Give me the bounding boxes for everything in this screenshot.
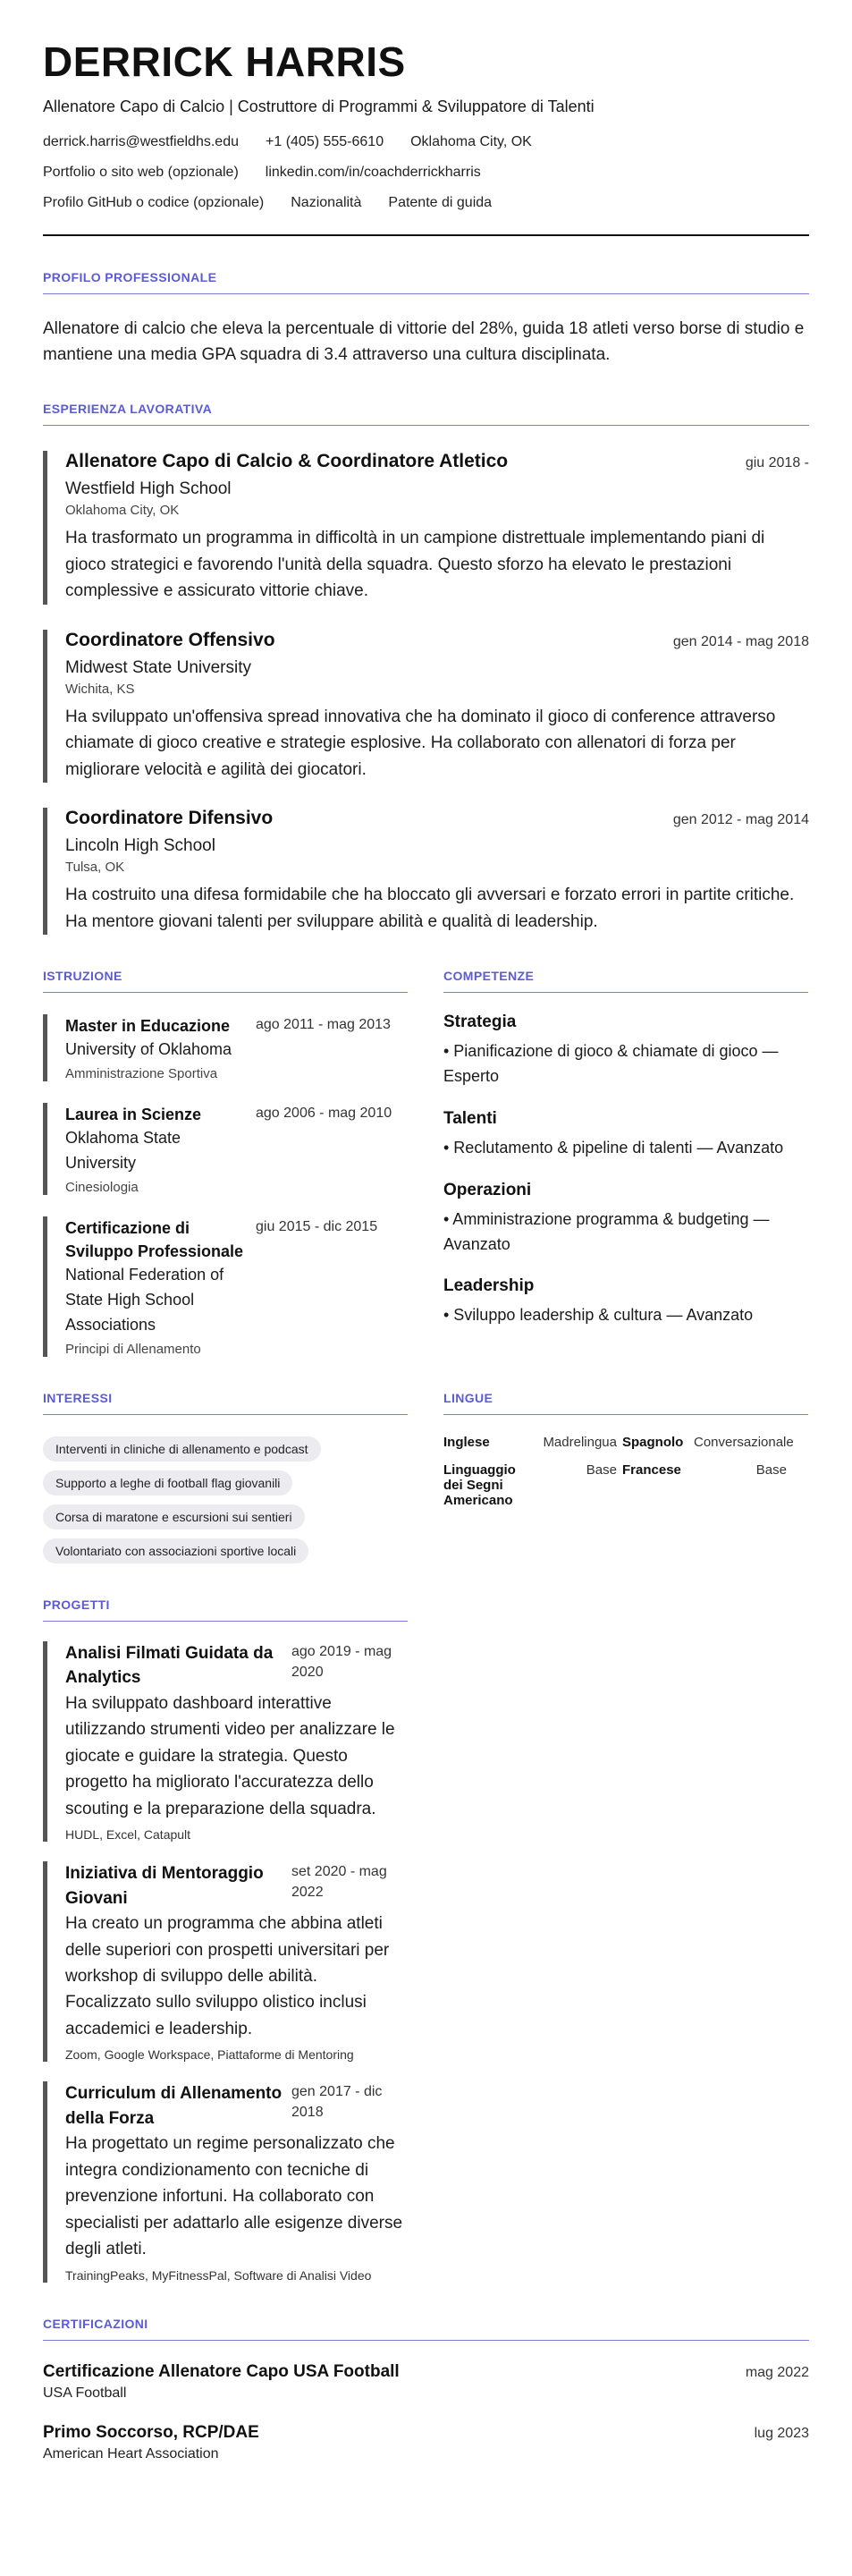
- project-description: Ha creato un programma che abbina atleti delle superiori con prospetti universitari per workshop di sviluppo delle abilità. Focalizzato sullo sviluppo olistico inclusi accademici e leadership.: [65, 1914, 390, 2038]
- education-dates: ago 2006 - mag 2010: [256, 1105, 392, 1121]
- skill-item: • Reclutamento & pipeline di talenti — Avanzato: [443, 1138, 784, 1157]
- project-tools: TrainingPeaks, MyFitnessPal, Software di Analisi Video: [65, 2267, 372, 2283]
- education-field: Principi di Allenamento: [65, 1341, 201, 1357]
- projects-column: [43, 1563, 408, 2283]
- project-tools: Zoom, Google Workspace, Piattaforme di Mentoring: [65, 2047, 354, 2063]
- skill-item: • Amministrazione programma & budgeting — Avanzato: [443, 1209, 770, 1253]
- experience-org: Westfield High School: [65, 479, 232, 499]
- project-entry: [43, 2081, 408, 2282]
- education-entry: [43, 1216, 408, 1357]
- skill-group-title: Strategia: [443, 1012, 517, 1031]
- education-org: Oklahoma State University: [65, 1129, 181, 1172]
- certification-name: Primo Soccorso, RCP/DAE: [43, 2422, 259, 2442]
- skill-group-title: Talenti: [443, 1108, 497, 1128]
- contact-email[interactable]: derrick.harris@westfieldhs.edu: [43, 133, 239, 149]
- experience-org: Lincoln High School: [65, 836, 215, 856]
- section-title-summary: PROFILO PROFESSIONALE: [43, 270, 809, 294]
- summary-text: Allenatore di calcio che eleva la percentuale di vittorie del 28%, guida 18 atleti verso borse di studio e mantiene una media GPA squadra di 3.4 attraverso una cultura disciplinata.: [43, 318, 805, 365]
- experience-description: Ha sviluppato un'offensiva spread innovativa che ha dominato il gioco di conference attraverso chiamate di gioco creative e strategie esplosive. Ha collaborato con allenatori di forza per migliorare velocità e agilità dei giocatori.: [65, 707, 776, 779]
- header-divider: [43, 234, 809, 236]
- contact-location: Oklahoma City, OK: [410, 133, 532, 149]
- experience-description: Ha costruito una difesa formidabile che ha bloccato gli avversari e forzato errori in partite critiche. Ha mentore giovani talenti per sviluppare abilità e qualità di leadership.: [65, 886, 795, 931]
- project-name: Iniziativa di Mentoraggio Giovani: [65, 1863, 264, 1908]
- project-dates: gen 2017 - dic 2018: [291, 2084, 383, 2121]
- experience-role: Coordinatore Offensivo: [65, 629, 275, 650]
- certification-org: USA Football: [43, 2385, 127, 2401]
- candidate-name: DERRICK HARRIS: [43, 38, 406, 85]
- experience-location: Oklahoma City, OK: [65, 503, 180, 519]
- certification-entry: [43, 2423, 809, 2462]
- project-description: Ha sviluppato dashboard interattive utilizzando strumenti video per analizzare le giocate e guidare la strategia. Questo progetto ha migliorato l'accuratezza dello scouting e la preparazione della squadra.: [65, 1693, 395, 1818]
- education-entry: [43, 1014, 408, 1081]
- language-name: Linguaggio dei Segni Americano: [443, 1462, 516, 1508]
- contact-linkedin[interactable]: linkedin.com/in/coachderrickharris: [265, 164, 481, 180]
- interest-chip: Supporto a leghe di football flag giovanili: [43, 1470, 292, 1496]
- interest-chip: Interventi in cliniche di allenamento e podcast: [43, 1436, 321, 1462]
- experience-dates: giu 2018 -: [745, 455, 809, 471]
- experience-location: Wichita, KS: [65, 681, 135, 697]
- project-entry: [43, 1861, 408, 2062]
- language-grid: [443, 1435, 808, 1508]
- skill-group: [443, 1181, 808, 1258]
- skill-group: [443, 1276, 808, 1328]
- contact-portfolio[interactable]: Portfolio o sito web (opzionale): [43, 164, 239, 180]
- language-name: Spagnolo: [622, 1434, 684, 1450]
- project-dates: set 2020 - mag 2022: [291, 1863, 387, 1901]
- education-entry: [43, 1103, 408, 1195]
- skill-item: • Pianificazione di gioco & chiamate di gioco — Esperto: [443, 1041, 779, 1085]
- project-name: Curriculum di Allenamento della Forza: [65, 2084, 283, 2128]
- section-title-skills: COMPETENZE: [443, 969, 808, 993]
- project-tools: HUDL, Excel, Catapult: [65, 1826, 191, 1842]
- projects-row: [43, 1563, 809, 2283]
- experience-location: Tulsa, OK: [65, 860, 125, 876]
- education-degree: Laurea in Scienze: [65, 1105, 202, 1123]
- interest-chips: [43, 1428, 408, 1563]
- experience-entry: [43, 630, 809, 783]
- education-degree: Certificazione di Sviluppo Professionale: [65, 1218, 244, 1260]
- contact-row-3: [43, 195, 809, 211]
- education-skills-row: [43, 935, 809, 1357]
- certification-org: American Heart Association: [43, 2445, 219, 2462]
- education-org: University of Oklahoma: [65, 1040, 232, 1059]
- skill-group: [443, 1013, 808, 1089]
- project-name: Analisi Filmati Guidata da Analytics: [65, 1643, 274, 1688]
- skill-group-title: Leadership: [443, 1276, 535, 1296]
- section-title-certifications: CERTIFICAZIONI: [43, 2317, 809, 2341]
- language-name: Inglese: [443, 1434, 490, 1450]
- section-title-languages: LINGUE: [443, 1391, 808, 1415]
- language-name: Francese: [622, 1462, 681, 1478]
- contact-github[interactable]: Profilo GitHub o codice (opzionale): [43, 194, 265, 210]
- certification-entry: [43, 2362, 809, 2402]
- contact-row-2: [43, 165, 809, 181]
- skill-group-title: Operazioni: [443, 1180, 532, 1199]
- project-description: Ha progettato un regime personalizzato che integra condizionamento con tecniche di prevenzione infortuni. Ha collaborato con specialisti per adattarlo alle esigenze diverse degli atleti.: [65, 2134, 403, 2259]
- education-dates: giu 2015 - dic 2015: [256, 1218, 378, 1234]
- language-level: Madrelingua: [543, 1434, 617, 1450]
- section-title-interests: INTERESSI: [43, 1391, 408, 1415]
- experience-org: Midwest State University: [65, 657, 252, 677]
- education-field: Amministrazione Sportiva: [65, 1065, 218, 1081]
- language-level: Base: [586, 1462, 617, 1478]
- skill-item: • Sviluppo leadership & cultura — Avanzato: [443, 1306, 754, 1325]
- experience-entry: [43, 808, 809, 935]
- experience-role: Allenatore Capo di Calcio & Coordinatore Atletico: [65, 451, 509, 472]
- contact-row-1: [43, 134, 809, 150]
- contact-nationality: Nazionalità: [291, 194, 362, 210]
- education-degree: Master in Educazione: [65, 1016, 231, 1035]
- education-field: Cinesiologia: [65, 1179, 139, 1195]
- education-org: National Federation of State High School Associations: [65, 1266, 224, 1334]
- interests-column: [43, 1357, 408, 1563]
- interest-chip: Volontariato con associazioni sportive locali: [43, 1538, 308, 1563]
- language-level: Conversazionale: [694, 1434, 794, 1450]
- candidate-tagline: Allenatore Capo di Calcio | Costruttore di Programmi & Sviluppatore di Talenti: [43, 97, 595, 115]
- experience-description: Ha trasformato un programma in difficoltà in un campione distrettuale implementando piani di gioco strategici e favorendo l'unità della squadra. Questo sforzo ha elevato le prestazioni complessive e assicurato vittorie chiave.: [65, 529, 765, 601]
- project-entry: [43, 1641, 408, 1842]
- education-column: [43, 935, 408, 1357]
- education-dates: ago 2011 - mag 2013: [256, 1016, 391, 1032]
- interests-languages-row: [43, 1357, 809, 1563]
- section-title-education: ISTRUZIONE: [43, 969, 408, 993]
- skill-group: [443, 1109, 808, 1161]
- contact-license: Patente di guida: [388, 194, 493, 210]
- experience-dates: gen 2012 - mag 2014: [672, 812, 809, 828]
- certification-date: lug 2023: [754, 2425, 809, 2441]
- interest-chip: Corsa di maratone e escursioni sui sentieri: [43, 1504, 305, 1530]
- resume-header: [43, 39, 809, 236]
- skills-column: [443, 935, 808, 1357]
- certification-name: Certificazione Allenatore Capo USA Football: [43, 2361, 400, 2381]
- language-level: Base: [755, 1462, 787, 1478]
- section-title-experience: ESPERIENZA LAVORATIVA: [43, 402, 809, 426]
- certification-date: mag 2022: [745, 2364, 809, 2380]
- section-title-projects: PROGETTI: [43, 1597, 408, 1622]
- contact-phone[interactable]: +1 (405) 555-6610: [266, 133, 384, 149]
- project-dates: ago 2019 - mag 2020: [291, 1643, 392, 1680]
- experience-entry: [43, 451, 809, 604]
- experience-dates: gen 2014 - mag 2018: [672, 633, 809, 649]
- experience-role: Coordinatore Difensivo: [65, 808, 274, 829]
- languages-column: [443, 1357, 808, 1563]
